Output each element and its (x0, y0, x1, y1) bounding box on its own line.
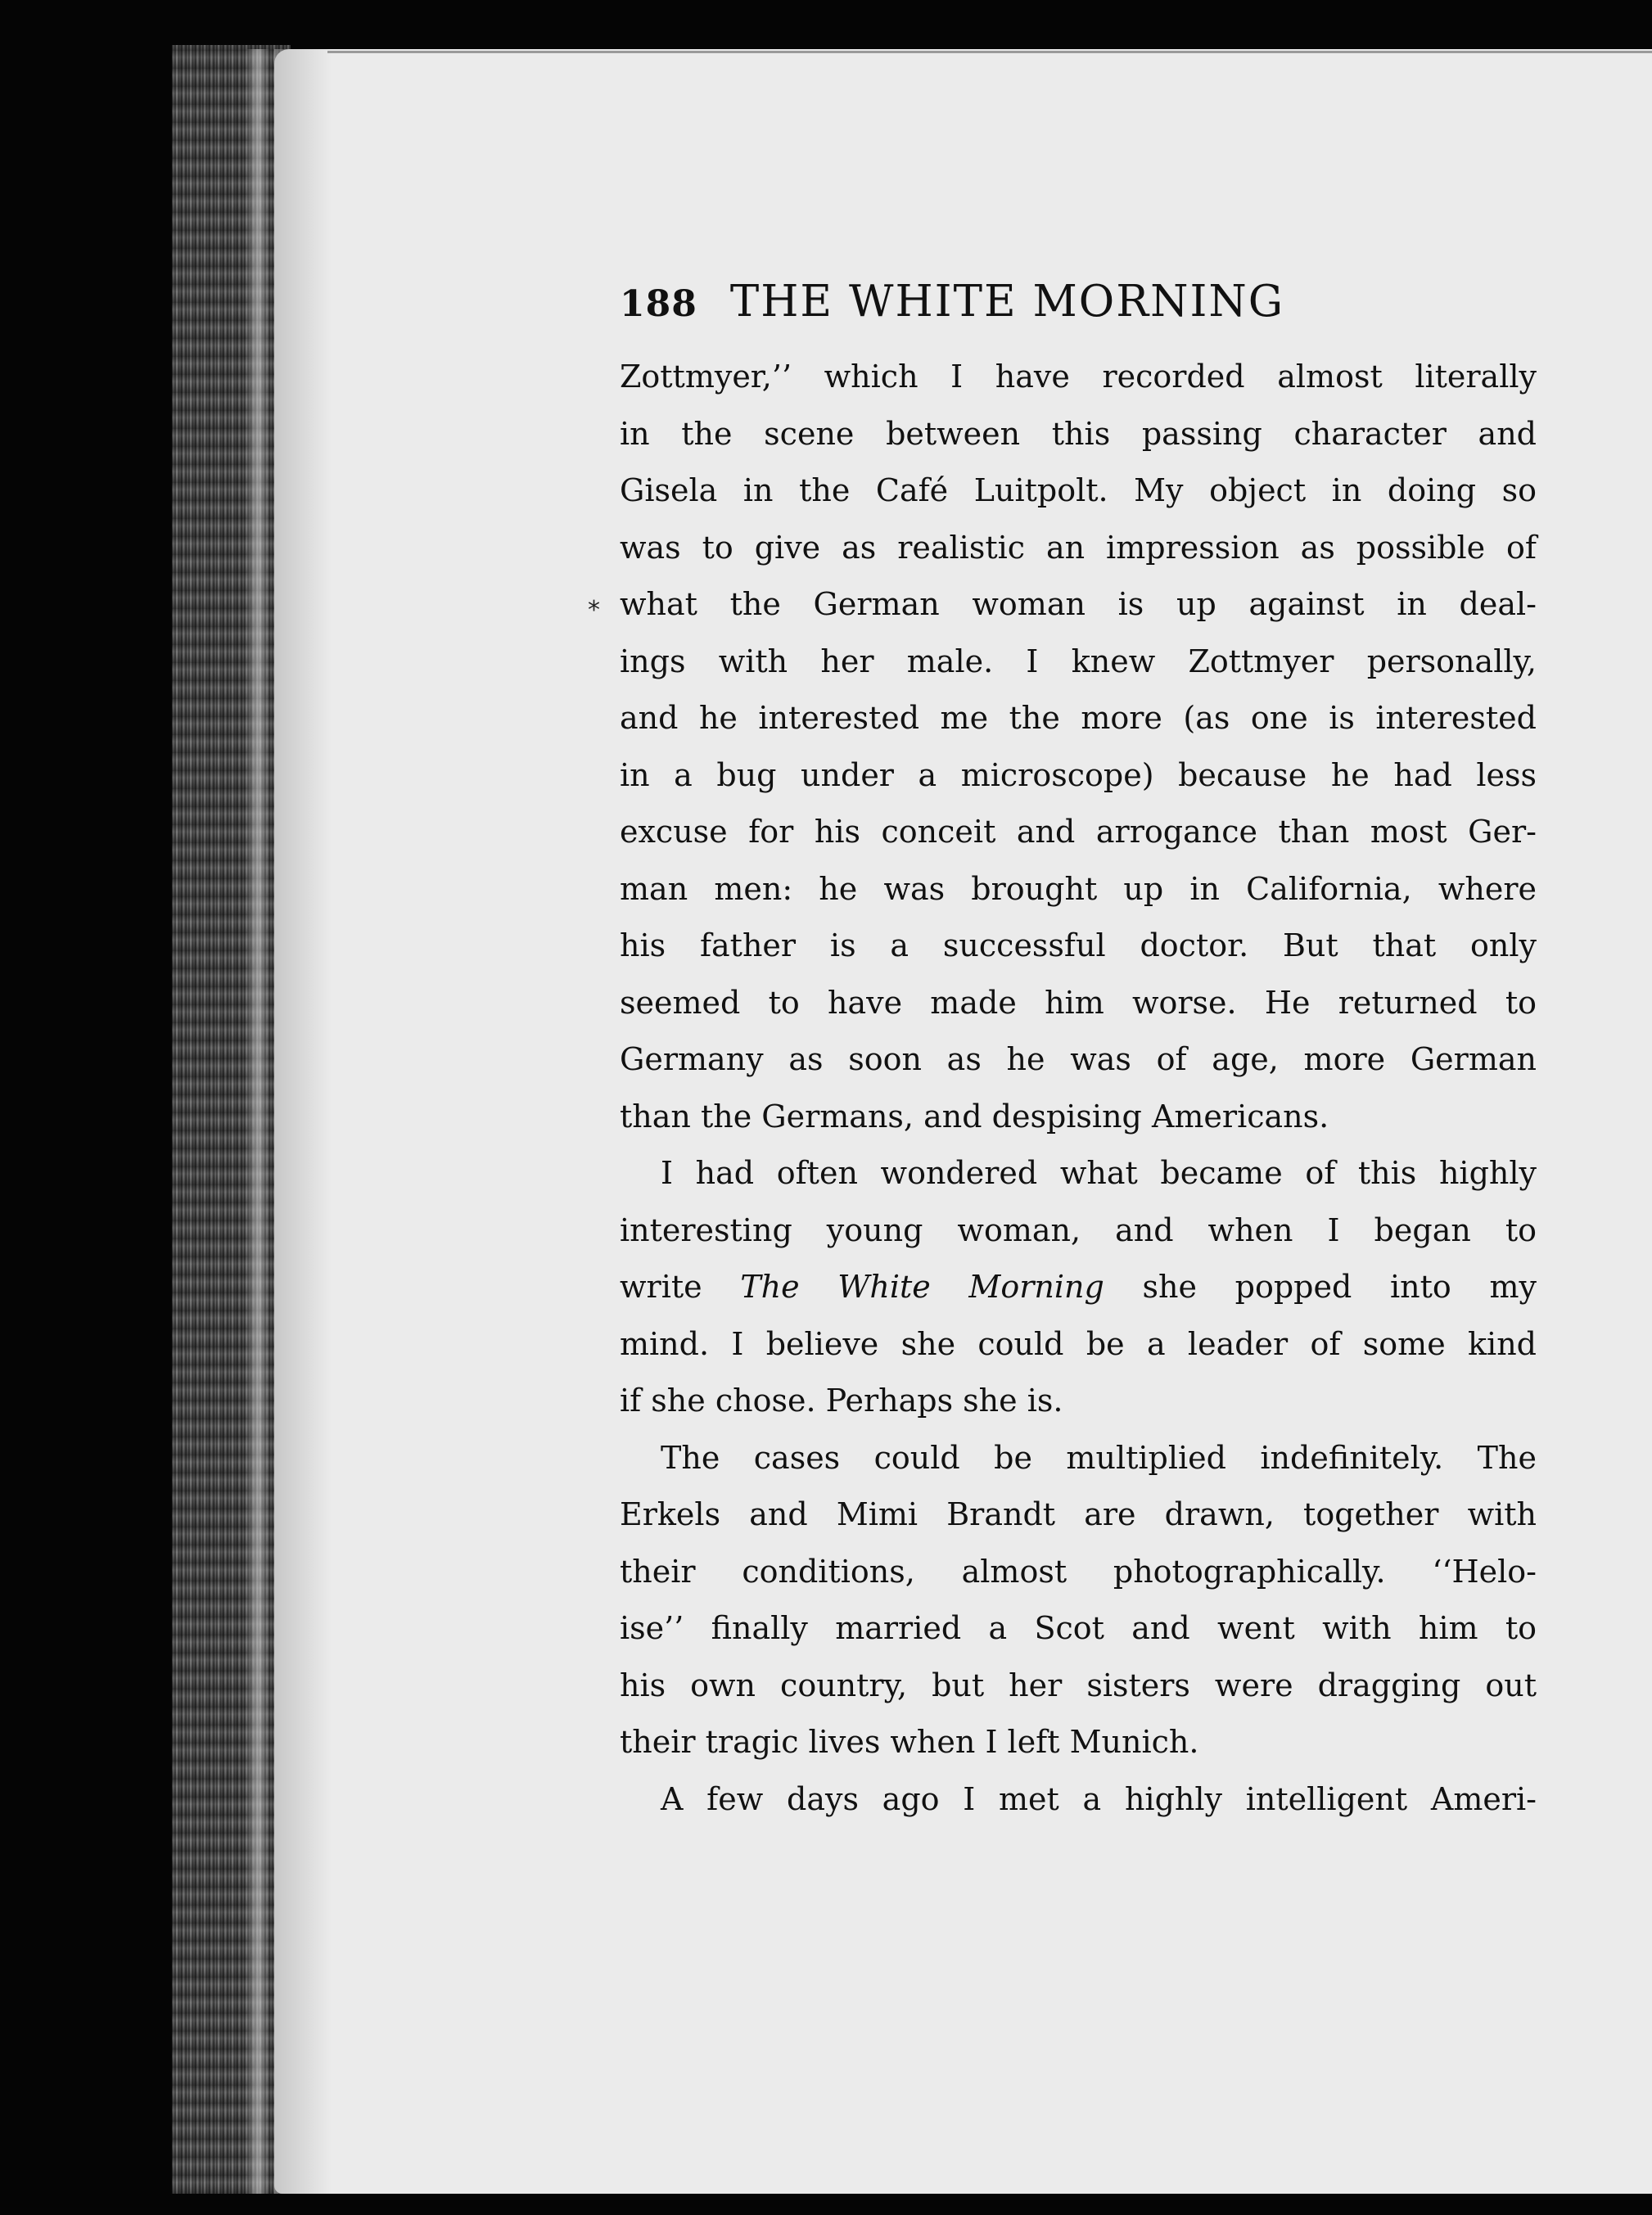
text-line: what the German woman is up against in deal- (620, 586, 1537, 622)
text-segment: she popped into my (1104, 1269, 1537, 1305)
paragraph-3 (620, 1430, 1537, 1771)
text-line: was to give as realistic an impression as possible of (620, 529, 1537, 566)
text-line: than the Germans, and despising Americans. (620, 1098, 1329, 1135)
paragraph-1 (620, 349, 1537, 1145)
text-line: ings with her male. I knew Zottmyer personally, (620, 643, 1537, 679)
text-line: The cases could be multiplied indefinitely. The (661, 1439, 1537, 1476)
page-number: 188 (620, 283, 697, 325)
text-line: I had often wondered what became of this highly (661, 1155, 1537, 1191)
paragraph-4 (620, 1771, 1537, 1829)
text-line: Erkels and Mimi Brandt are drawn, together with (620, 1496, 1537, 1532)
text-line: mind. I believe she could be a leader of some kind (620, 1325, 1537, 1362)
text-line: in a bug under a microscope) because he had less (620, 756, 1537, 793)
paragraph-2 (620, 1145, 1537, 1430)
text-line: Gisela in the Café Luitpolt. My object in doing so (620, 472, 1537, 508)
text-line-with-italic (620, 1259, 1537, 1316)
text-line: interesting young woman, and when I began to (620, 1211, 1537, 1248)
text-segment: write (620, 1269, 741, 1305)
text-line: his father is a successful doctor. But that only (620, 927, 1537, 963)
text-line: Zottmyer,’’ which I have recorded almost literally (620, 359, 1537, 395)
book-title: THE WHITE MORNING (729, 277, 1285, 327)
text-line: man men: he was brought up in California, where (620, 870, 1537, 907)
text-line: their conditions, almost photographically. ‘‘Helo- (620, 1553, 1537, 1590)
text-line: Germany as soon as he was of age, more German (620, 1041, 1537, 1077)
text-block (620, 277, 1537, 1828)
page-edge-highlight (246, 49, 270, 2194)
text-line: A few days ago I met a highly intelligent Ameri- (661, 1780, 1537, 1817)
text-line: his own country, but her sisters were dragging out (620, 1667, 1537, 1703)
page-edges (172, 45, 291, 2194)
text-line: their tragic lives when I left Munich. (620, 1724, 1199, 1760)
running-head (620, 277, 1537, 349)
text-line: and he interested me the more (as one is interested (620, 700, 1537, 736)
italic-book-title: The White Morning (740, 1269, 1104, 1305)
margin-speck: * (588, 596, 600, 625)
text-line: if she chose. Perhaps she is. (620, 1383, 1063, 1419)
text-line: in the scene between this passing character and (620, 415, 1537, 452)
top-page-edge (327, 51, 1652, 53)
text-line: ise’’ finally married a Scot and went with him to (620, 1610, 1537, 1646)
text-line: seemed to have made him worse. He returned to (620, 984, 1537, 1021)
text-line: excuse for his conceit and arrogance than most Ger- (620, 814, 1537, 850)
